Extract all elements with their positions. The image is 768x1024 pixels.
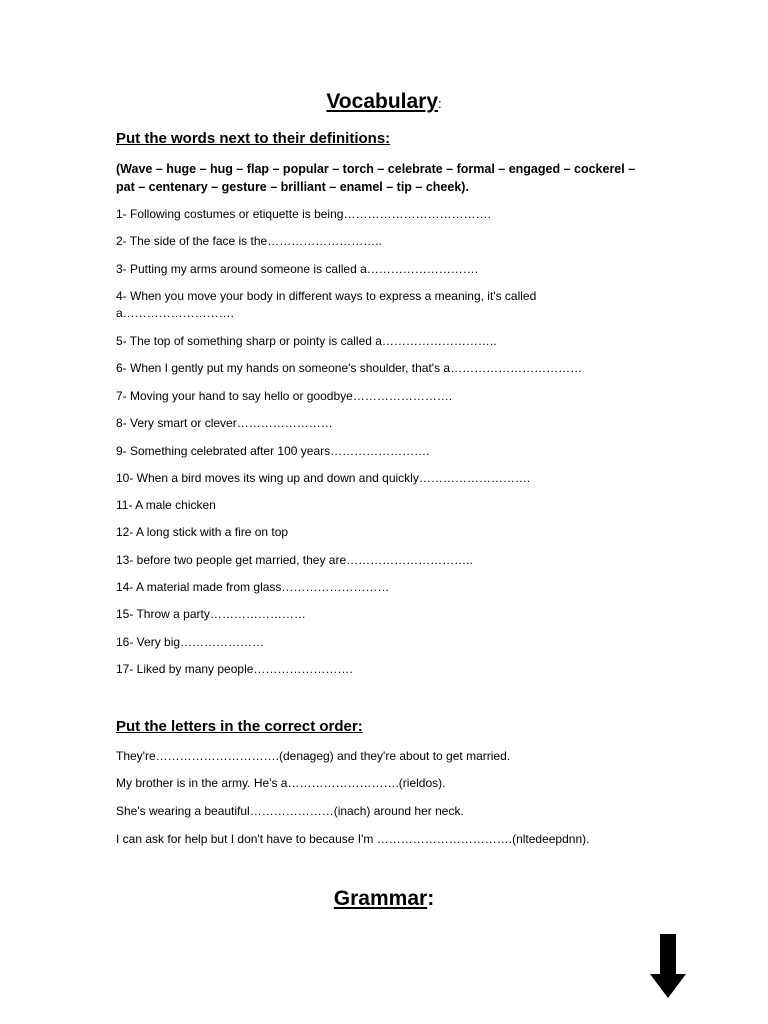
definition-item-14: 14- A material made from glass……………………… — [116, 580, 390, 594]
definition-item-8: 8- Very smart or clever…………………… — [116, 416, 333, 430]
vocabulary-title-text: Vocabulary — [326, 90, 439, 113]
definition-item-13: 13- before two people get married, they are………………………….. — [116, 553, 473, 567]
definition-item-2: 2- The side of the face is the……………………….. — [116, 234, 382, 248]
definition-item-4: 4- When you move your body in different ways to express a meaning, it's called a………………………. — [116, 289, 537, 320]
vocabulary-title — [0, 90, 768, 114]
definition-item-1: 1- Following costumes or etiquette is being………………………………. — [116, 207, 491, 221]
grammar-title — [0, 887, 768, 911]
definition-item-15: 15- Throw a party…………………… — [116, 607, 306, 621]
grammar-title-colon: : — [427, 887, 435, 910]
definition-item-7: 7- Moving your hand to say hello or goodbye……………………. — [116, 389, 453, 403]
definition-item-12: 12- A long stick with a fire on top — [116, 525, 289, 539]
definition-item-11: 11- A male chicken — [116, 498, 216, 512]
word-list: (Wave – huge – hug – flap – popular – torch – celebrate – formal – engaged – cockerel – pat – centenary – gesture – brilliant – enamel – tip – cheek). — [116, 162, 636, 194]
definitions-heading: Put the words next to their definitions: — [116, 130, 391, 147]
definition-item-3: 3- Putting my arms around someone is called a………………………. — [116, 262, 479, 276]
unscramble-item-2: My brother is in the army. He's a……………………….(rieldos). — [116, 776, 446, 790]
definition-item-16: 16- Very big………………… — [116, 635, 265, 649]
grammar-title-text: Grammar — [333, 887, 428, 910]
down-arrow-icon — [650, 934, 686, 998]
unscramble-item-1: They're………………………….(denageg) and they're about to get married. — [116, 749, 511, 763]
definition-item-17: 17- Liked by many people……………………. — [116, 662, 353, 676]
unscramble-item-4: I can ask for help but I don't have to because I'm …………………………….(nltedeepdnn). — [116, 832, 590, 846]
letters-order-heading: Put the letters in the correct order: — [116, 718, 363, 735]
definition-item-5: 5- The top of something sharp or pointy is called a……………………….. — [116, 334, 497, 348]
definition-item-6: 6- When I gently put my hands on someone's shoulder, that's a…………………………… — [116, 361, 583, 375]
definition-item-9: 9- Something celebrated after 100 years……………………. — [116, 444, 430, 458]
definition-item-10: 10- When a bird moves its wing up and down and quickly………………………. — [116, 471, 531, 485]
vocabulary-title-colon: : — [438, 96, 442, 111]
unscramble-item-3: She's wearing a beautiful…………………(inach) around her neck. — [116, 804, 464, 818]
